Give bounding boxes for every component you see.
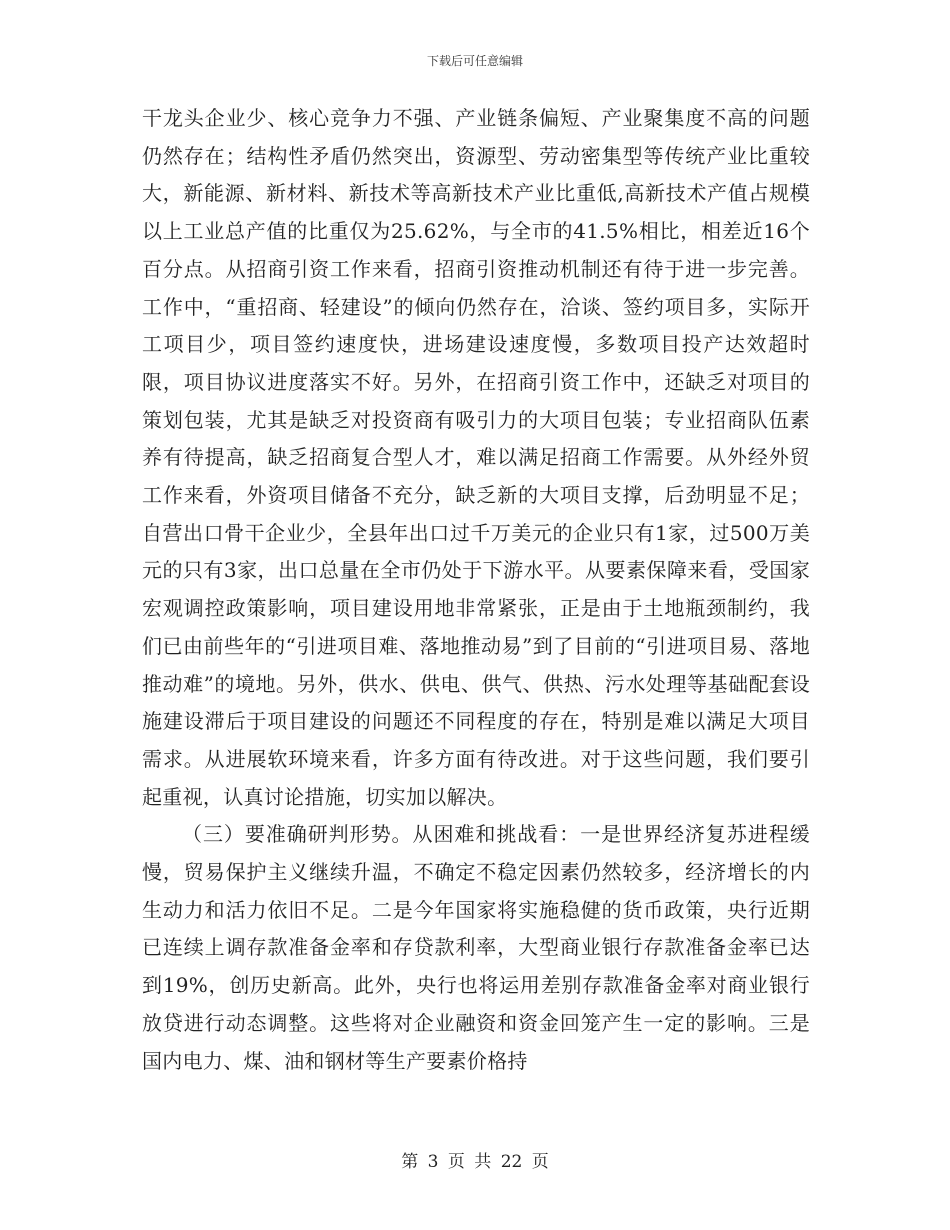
paragraph-1: 干龙头企业少、核心竞争力不强、产业链条偏短、产业聚集度不高的问题仍然存在；结构性矛盾仍然突出，资源型、劳动密集型等传统产业比重较大，新能源、新材料、新技术等高新技术产业比重低,高新技术产值占规模以上工业总产值的比重仅为25.62%，与全市的41.5%相比，相差近16个百分点。从招商引资工作来看，招商引资推动机制还有待于进一步完善。工作中，“重招商、轻建设”的倾向仍然存在，洽谈、签约项目多，实际开工项目少，项目签约速度快，进场建设速度慢，多数项目投产达效超时限，项目协议进度落实不好。另外，在招商引资工作中，还缺乏对项目的策划包装，尤其是缺乏对投资商有吸引力的大项目包装；专业招商队伍素养有待提高，缺乏招商复合型人才，难以满足招商工作需要。从外经外贸工作来看，外资项目储备不充分，缺乏新的大项目支撑，后劲明显不足；自营出口骨干企业少，全县年出口过千万美元的企业只有1家，过500万美元的只有3家，出口总量在全市仍处于下游水平。从要素保障来看，受国家宏观调控政策影响，项目建设用地非常紧张，正是由于土地瓶颈制约，我们已由前些年的“引进项目难、落地推动易”到了目前的“引进项目易、落地推动难”的境地。另外，供水、供电、供气、供热、污水处理等基础配套设施建设滞后于项目建设的问题还不同程度的存在，特别是难以满足大项目需求。从进展软环境来看，许多方面有待改进。对于这些问题，我们要引起重视，认真讨论措施，切实加以解决。 bbox=[142, 106, 810, 809]
paragraph-2: （三）要准确研判形势。从困难和挑战看：一是世界经济复苏进程缓慢，贸易保护主义继续升温，不确定不稳定因素仍然较多，经济增长的内生动力和活力依旧不足。二是今年国家将实施稳健的货币政策，央行近期已连续上调存款准备金率和存贷款利率，大型商业银行存款准备金率已达到19%，创历史新高。此外，央行也将运用差别存款准备金率对商业银行放贷进行动态调整。这些将对企业融资和资金回笼产生一定的影响。三是国内电力、煤、油和钢材等生产要素价格持 bbox=[142, 822, 810, 1073]
page-header-note: 下载后可任意编辑 bbox=[426, 54, 523, 68]
document-body bbox=[142, 100, 810, 1080]
page-number: 第 3 页 共 22 页 bbox=[401, 1152, 549, 1172]
